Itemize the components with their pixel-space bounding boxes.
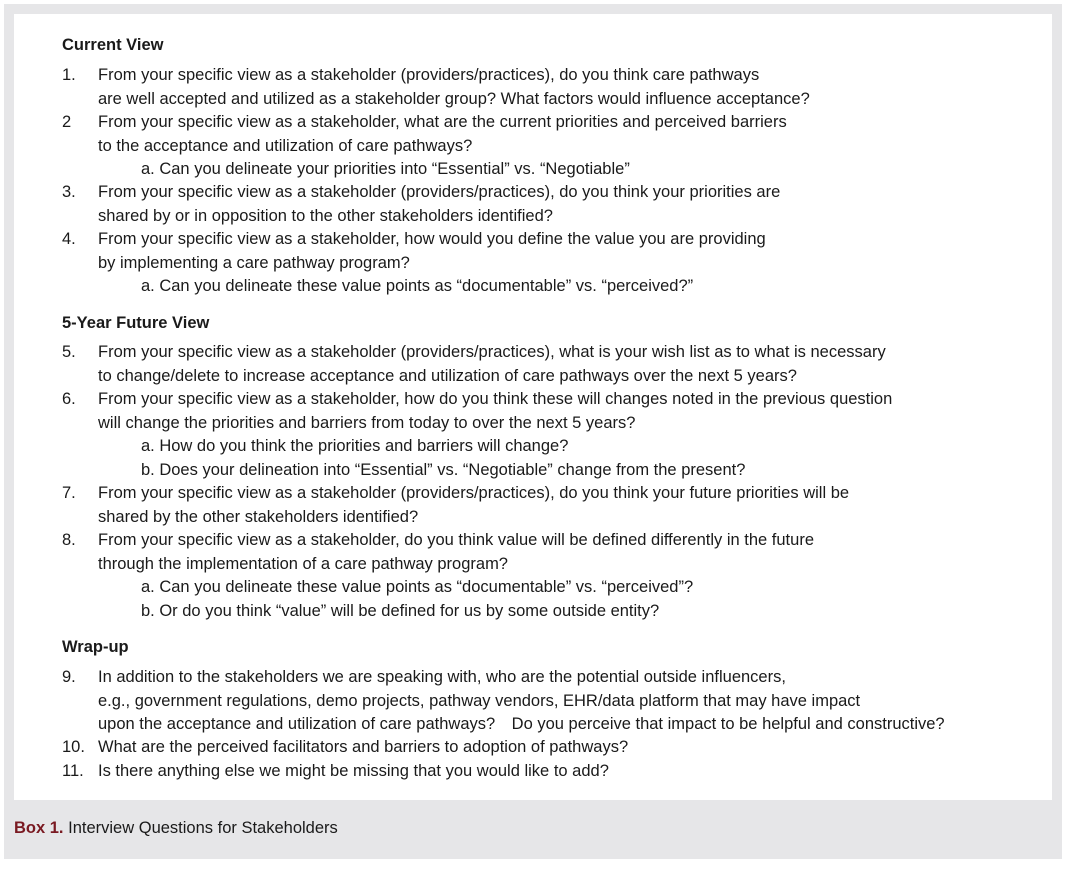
question-panel: [14, 14, 1052, 800]
question-number: 10.: [62, 738, 85, 756]
section-title-current: Current View: [62, 36, 164, 54]
question-text-line: shared by or in opposition to the other stakeholders identified?: [98, 206, 553, 225]
question-text-line: are well accepted and utilized as a stakeholder group? What factors would influence acceptance?: [98, 89, 810, 108]
question-text-line: From your specific view as a stakeholder (providers/practices), what is your wish list as to what is necessary: [98, 343, 886, 361]
question-text-line: by implementing a care pathway program?: [98, 253, 410, 272]
question-text-line: In addition to the stakeholders we are speaking with, who are the potential outside influencers,: [98, 668, 786, 686]
question-text-line: From your specific view as a stakeholder, what are the current priorities and perceived barriers: [98, 113, 787, 131]
question-number: 5.: [62, 343, 76, 361]
question-number: 11.: [62, 762, 84, 780]
question-text-line: to the acceptance and utilization of care pathways?: [98, 136, 473, 155]
box-frame: [4, 4, 1062, 859]
sub-question-2a: a. Can you delineate your priorities into “Essential” vs. “Negotiable”: [141, 160, 630, 178]
question-text-line: What are the perceived facilitators and barriers to adoption of pathways?: [98, 738, 629, 756]
sub-question-6a: a. How do you think the priorities and barriers will change?: [141, 437, 569, 455]
sub-question-4a: a. Can you delineate these value points as “documentable” vs. “perceived?”: [141, 277, 694, 295]
sub-question-8b: b. Or do you think “value” will be defined for us by some outside entity?: [141, 602, 660, 620]
sub-question-8a: a. Can you delineate these value points as “documentable” vs. “perceived”?: [141, 578, 694, 596]
box-caption: [14, 817, 338, 839]
question-number: 4.: [62, 230, 76, 248]
question-number: 1.: [62, 66, 76, 84]
question-number: 9.: [62, 668, 76, 686]
question-text-line: Is there anything else we might be missing that you would like to add?: [98, 762, 609, 780]
question-text-line: From your specific view as a stakeholder (providers/practices), do you think your priorities are: [98, 183, 781, 201]
question-number: 6.: [62, 390, 76, 408]
question-number: 7.: [62, 484, 76, 502]
question-number: 2: [62, 113, 72, 131]
question-text-line: From your specific view as a stakeholder, how would you define the value you are providing: [98, 230, 766, 248]
question-text-line: From your specific view as a stakeholder (providers/practices), do you think your future priorities will be: [98, 484, 850, 502]
question-text-line: through the implementation of a care pathway program?: [98, 554, 508, 573]
question-text-line: From your specific view as a stakeholder, do you think value will be defined differently in the future: [98, 531, 814, 549]
question-text-line: From your specific view as a stakeholder (providers/practices), do you think care pathways: [98, 66, 760, 84]
question-text-line: From your specific view as a stakeholder, how do you think these will changes noted in the previous question: [98, 390, 893, 408]
section-title-wrap-up: Wrap-up: [62, 638, 129, 656]
question-number: 3.: [62, 183, 76, 201]
section-title-future: 5-Year Future View: [62, 314, 210, 332]
caption-label: Box 1.: [14, 819, 64, 837]
question-text-line: shared by the other stakeholders identified?: [98, 507, 419, 526]
question-text-line: upon the acceptance and utilization of care pathways? Do you perceive that impact to be helpful and constructive?: [98, 715, 945, 733]
sub-question-6b: b. Does your delineation into “Essential” vs. “Negotiable” change from the present?: [141, 461, 746, 479]
question-text-line: to change/delete to increase acceptance and utilization of care pathways over the next 5 years?: [98, 366, 797, 385]
question-text-line: e.g., government regulations, demo projects, pathway vendors, EHR/data platform that may have impact: [98, 691, 861, 710]
question-number: 8.: [62, 531, 76, 549]
question-text-line: will change the priorities and barriers from today to over the next 5 years?: [98, 413, 636, 432]
caption-text: Interview Questions for Stakeholders: [68, 819, 338, 837]
